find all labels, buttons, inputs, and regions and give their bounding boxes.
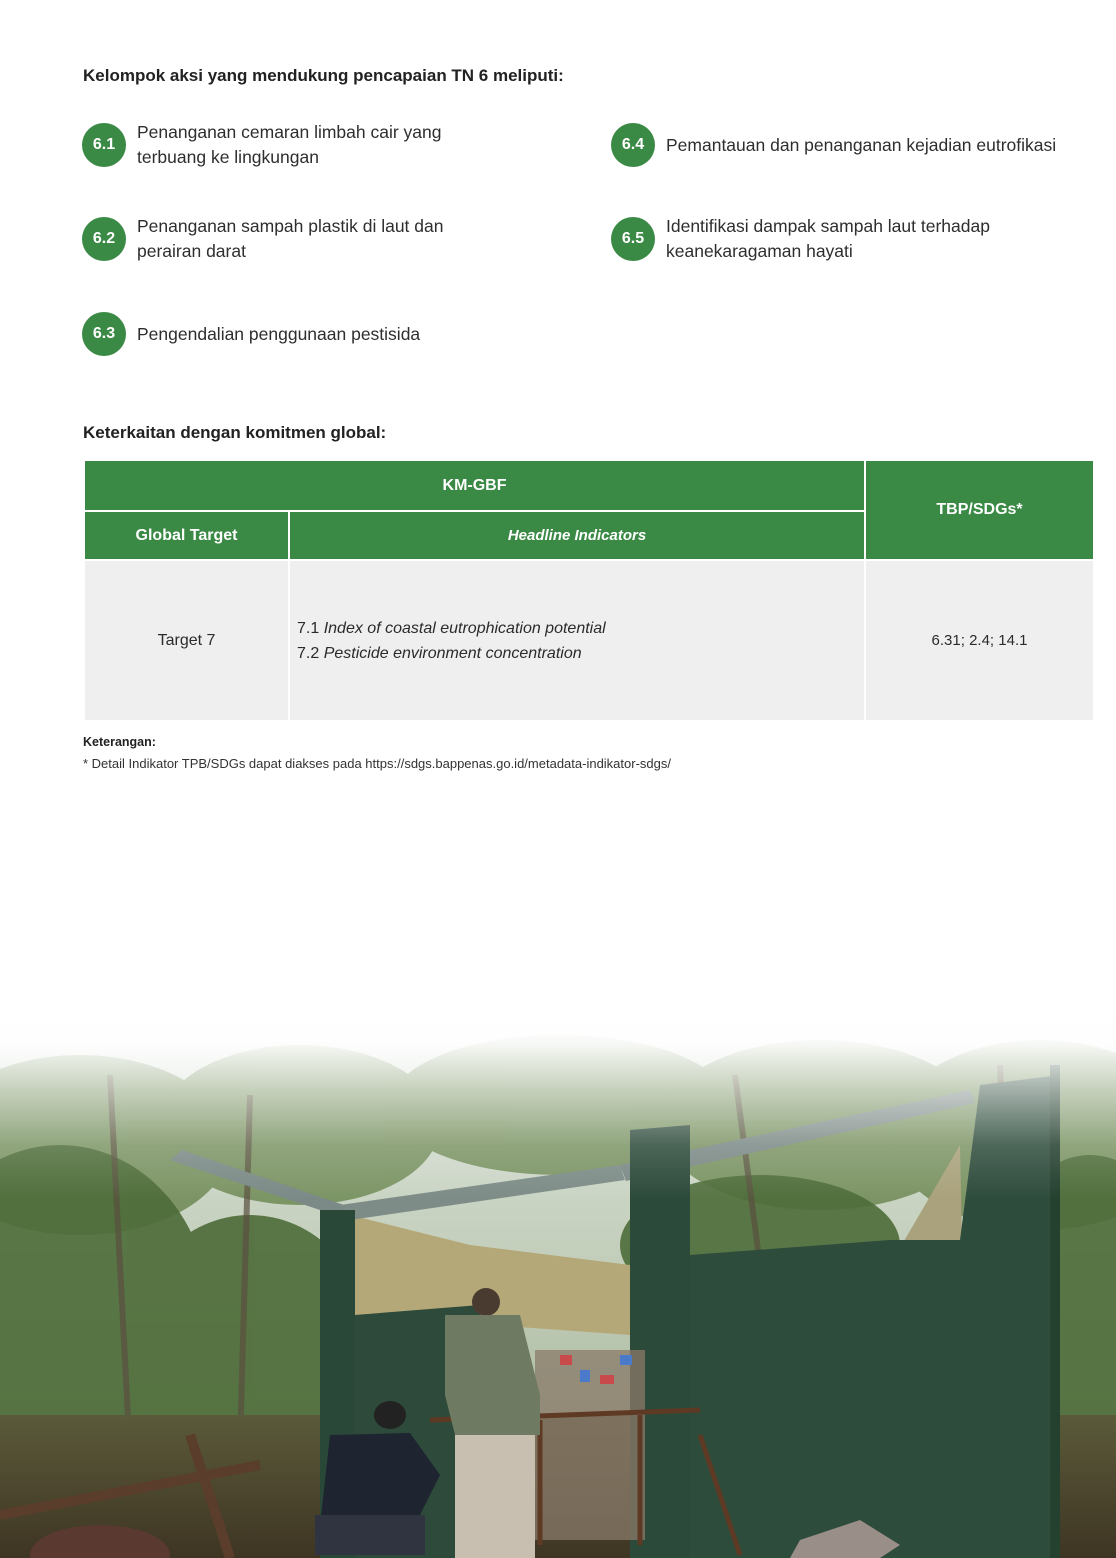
note-text: * Detail Indikator TPB/SDGs dapat diakses pada https://sdgs.bappenas.go.id/metadata-indikator-sdgs/ bbox=[83, 756, 671, 771]
action-badge: 6.3 bbox=[82, 312, 126, 356]
note-title: Keterangan: bbox=[83, 735, 156, 749]
indicator-number: 7.1 bbox=[297, 619, 320, 637]
action-text-line: Penanganan sampah plastik di laut dan bbox=[137, 216, 444, 236]
action-text bbox=[137, 214, 443, 264]
action-text-line: perairan darat bbox=[137, 241, 246, 261]
action-text bbox=[666, 214, 990, 264]
action-item-6-2 bbox=[82, 214, 443, 264]
global-commitment-heading: Keterkaitan dengan komitmen global: bbox=[83, 423, 387, 442]
indicator-name: Pesticide environment concentration bbox=[323, 644, 582, 662]
actions-heading: Kelompok aksi yang mendukung pencapaian TN 6 meliputi: bbox=[83, 66, 564, 85]
action-text-line: terbuang ke lingkungan bbox=[137, 147, 319, 167]
indicator-line bbox=[297, 641, 863, 666]
kmgbf-header: KM-GBF bbox=[84, 460, 865, 511]
action-badge: 6.2 bbox=[82, 217, 126, 261]
action-text-line: Penanganan cemaran limbah cair yang bbox=[137, 122, 442, 142]
action-item-6-1 bbox=[82, 120, 442, 170]
action-badge: 6.5 bbox=[611, 217, 655, 261]
sdgs-header: TBP/SDGs* bbox=[865, 460, 1094, 560]
target-cell: Target 7 bbox=[84, 560, 289, 721]
photo-fade-overlay bbox=[0, 1015, 1116, 1558]
action-text-line: Pengendalian penggunaan pestisida bbox=[137, 323, 421, 344]
indicator-line bbox=[297, 616, 863, 641]
sdgs-cell: 6.31; 2.4; 14.1 bbox=[865, 560, 1094, 721]
global-target-header: Global Target bbox=[84, 511, 289, 560]
action-text-line: Identifikasi dampak sampah laut terhadap bbox=[666, 216, 990, 236]
commitment-table bbox=[83, 459, 1095, 722]
indicator-name: Index of coastal eutrophication potential bbox=[323, 619, 606, 637]
action-text-line: Pemantauan dan penanganan kejadian eutrofikasi bbox=[666, 134, 1057, 155]
action-badge: 6.4 bbox=[611, 123, 655, 167]
action-text-line: keanekaragaman hayati bbox=[666, 241, 853, 261]
forest-waste-site-photo bbox=[0, 1015, 1116, 1558]
action-badge: 6.1 bbox=[82, 123, 126, 167]
action-text bbox=[137, 322, 420, 347]
headline-indicators-header: Headline Indicators bbox=[289, 511, 865, 560]
indicators-cell bbox=[289, 560, 865, 721]
action-item-6-4 bbox=[611, 123, 1056, 167]
action-item-6-5 bbox=[611, 214, 990, 264]
action-item-6-3 bbox=[82, 312, 420, 356]
action-text bbox=[666, 133, 1056, 158]
action-text bbox=[137, 120, 442, 170]
indicator-number: 7.2 bbox=[297, 644, 320, 662]
